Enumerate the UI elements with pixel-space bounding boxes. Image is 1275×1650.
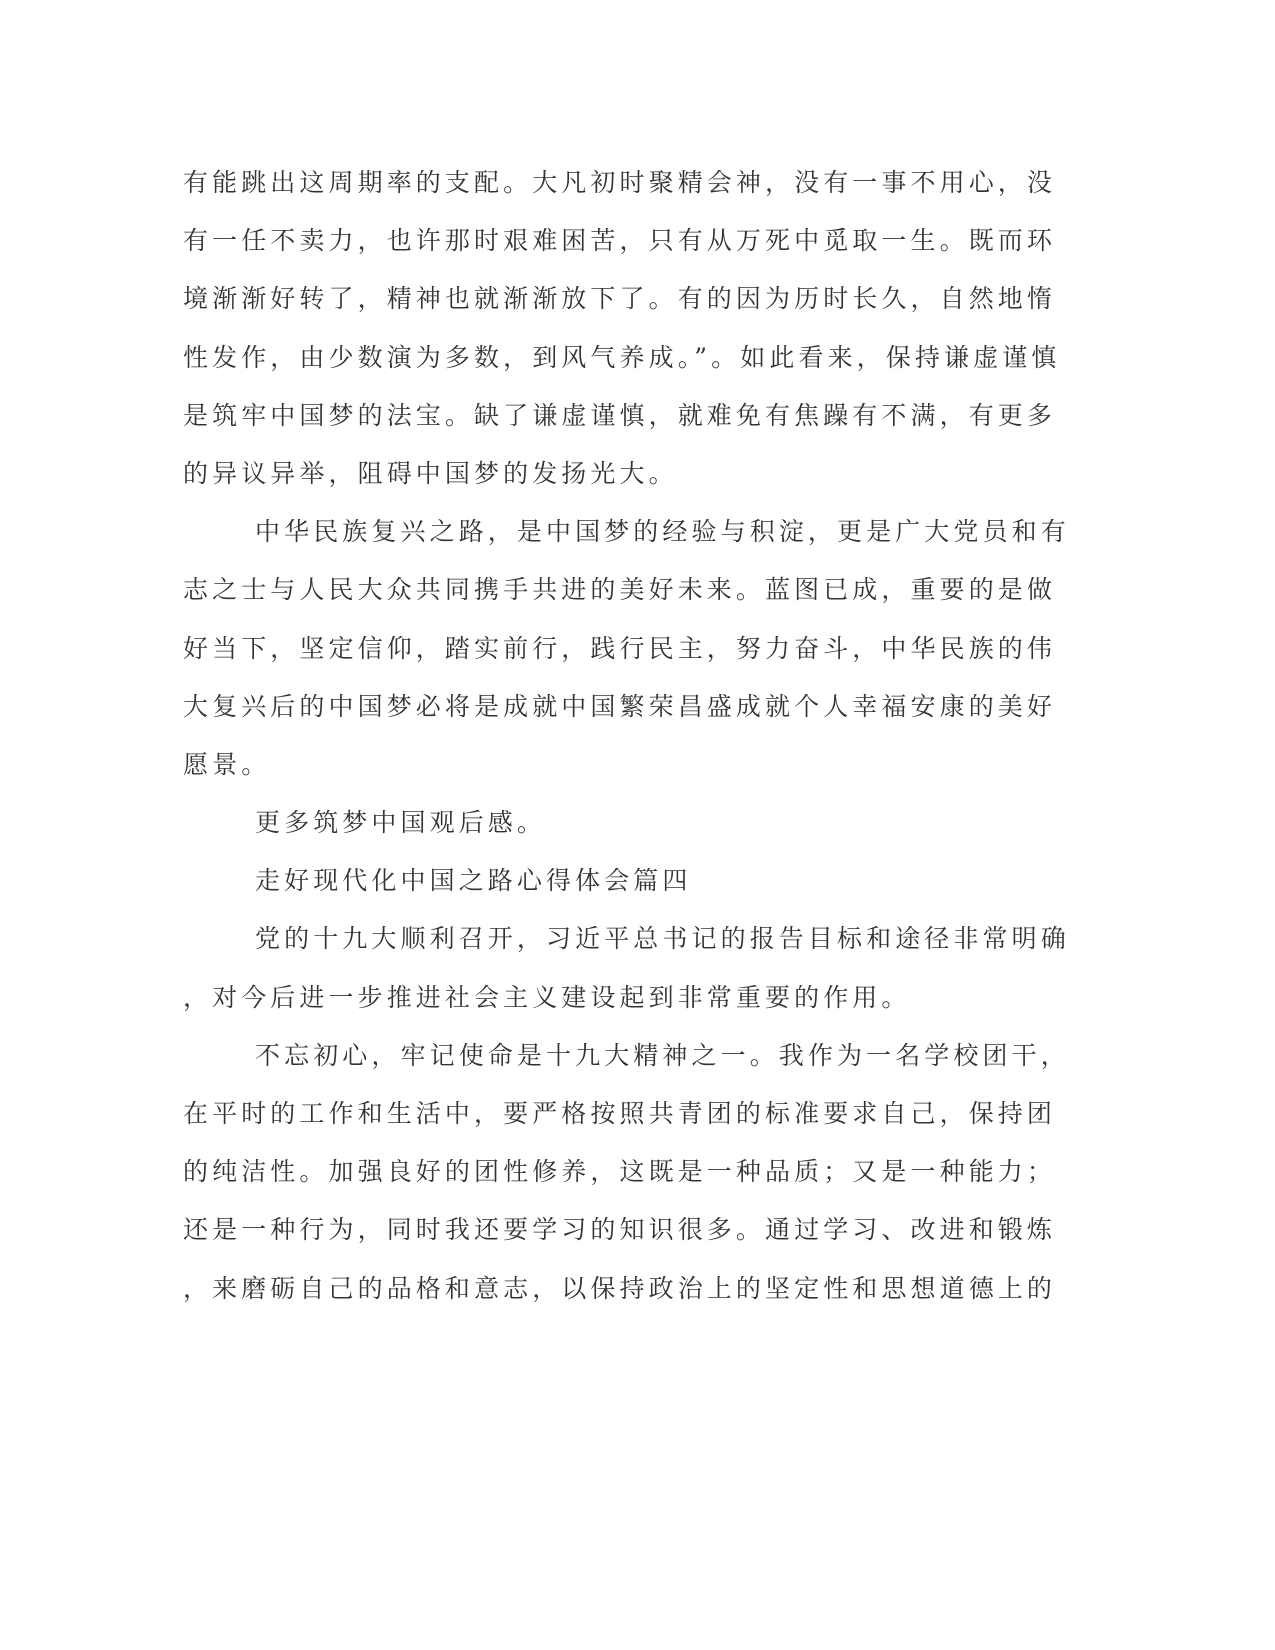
document-body bbox=[183, 154, 1070, 1318]
text-line: ，对今后进一步推进社会主义建设起到非常重要的作用。 bbox=[183, 982, 911, 1012]
text-line: 有能跳出这周期率的支配。大凡初时聚精会神，没有一事不用心，没 bbox=[183, 168, 1057, 197]
text-line: 在平时的工作和生活中，要严格按照共青团的标准要求自己，保持团 bbox=[183, 1099, 1057, 1128]
text-line: 走好现代化中国之路心得体会篇四 bbox=[255, 866, 692, 896]
text-line: 好当下，坚定信仰，踏实前行，践行民主，努力奋斗，中华民族的伟 bbox=[183, 633, 1057, 663]
text-line: ，来磨砺自己的品格和意志，以保持政治上的坚定性和思想道德上的 bbox=[183, 1273, 1057, 1303]
text-line: 性发作，由少数演为多数，到风气养成。”。如此看来，保持谦虚谨慎 bbox=[183, 342, 1061, 372]
text-line: 有一任不卖力，也许那时艰难困苦，只有从万死中觅取一生。既而环 bbox=[183, 226, 1057, 256]
text-line: 大复兴后的中国梦必将是成就中国繁荣昌盛成就个人幸福安康的美好 bbox=[183, 691, 1057, 721]
text-line: 是筑牢中国梦的法宝。缺了谦虚谨慎，就难免有焦躁有不满，有更多 bbox=[183, 400, 1057, 430]
text-line: 志之士与人民大众共同携手共进的美好未来。蓝图已成，重要的是做 bbox=[183, 575, 1057, 605]
text-line: 的异议异举，阻碍中国梦的发扬光大。 bbox=[183, 458, 678, 488]
text-line: 愿景。 bbox=[183, 749, 271, 779]
text-line: 中华民族复兴之路，是中国梦的经验与积淀，更是广大党员和有 bbox=[255, 517, 1070, 547]
text-line: 还是一种行为，同时我还要学习的知识很多。通过学习、改进和锻炼 bbox=[183, 1215, 1057, 1245]
text-line: 的纯洁性。加强良好的团性修养，这既是一种品质；又是一种能力； bbox=[183, 1157, 1057, 1187]
text-line: 党的十九大顺利召开，习近平总书记的报告目标和途径非常明确 bbox=[255, 924, 1070, 954]
text-line: 不忘初心，牢记使命是十九大精神之一。我作为一名学校团干， bbox=[255, 1040, 1070, 1070]
text-line: 境渐渐好转了，精神也就渐渐放下了。有的因为历时长久，自然地惰 bbox=[183, 284, 1057, 314]
text-line: 更多筑梦中国观后感。 bbox=[255, 808, 547, 838]
